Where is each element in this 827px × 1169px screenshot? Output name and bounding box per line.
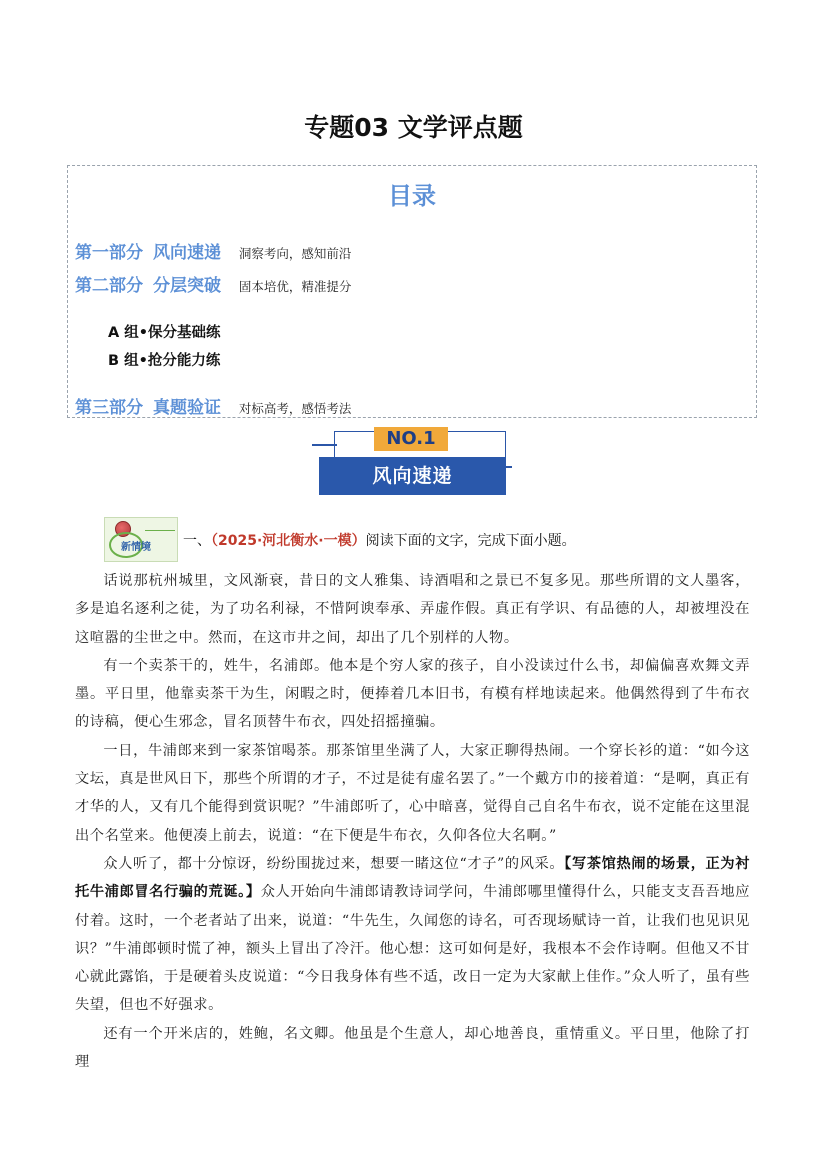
new-situation-icon xyxy=(104,517,178,562)
toc-part-label: 第二部分 xyxy=(75,276,143,296)
toc-part-3 xyxy=(75,393,351,418)
passage-paragraph: 众人听了，都十分惊讶，纷纷围拢过来，想要一睹这位“才子”的风采。【写茶馆热闹的场景，正为衬托牛浦郎冒名行骗的荒诞。】众人开始向牛浦郎请教诗词学问，牛浦郎哪里懂得什么，只能支支吾吾地应付着。这时，一个老者站了出来，说道：“牛先生，久闻您的诗名，可否现场赋诗一首，让我们也见识见识？”牛浦郎顿时慌了神，额头上冒出了冷汗。他心想：这可如何是好，我根本不会作诗啊。但他又不甘心就此露馅，于是硬着头皮说道：“今日我身体有些不适，改日一定为大家献上佳作。”众人听了，虽有些失望，但也不好强求。 xyxy=(75,855,750,1014)
section-banner xyxy=(312,427,512,499)
passage-paragraph: 话说那杭州城里，文风渐衰，昔日的文人雅集、诗酒唱和之景已不复多见。那些所谓的文人墨客，多是追名逐利之徒，为了功名利禄，不惜阿谀奉承、弄虚作假。真正有学识、有品德的人，却被埋没在这喧嚣的尘世之中。然而，在这市井之间，却出了几个别样的人物。 xyxy=(75,573,750,646)
question-number: 一、 xyxy=(183,533,211,549)
toc-part-label: 第一部分 xyxy=(75,243,143,263)
toc-part-label: 第三部分 xyxy=(75,398,143,418)
reading-passage xyxy=(75,567,750,1076)
toc-sub-item-a: A 组•保分基础练 xyxy=(108,325,221,341)
toc-part-desc: 洞察考向，感知前沿 xyxy=(238,246,352,261)
question-instruction: 阅读下面的文字，完成下面小题。 xyxy=(365,533,576,549)
document-title: 专题03 文学评点题 xyxy=(304,113,523,142)
annotation-note: 【写茶馆热闹的场景，正为衬托牛浦郎冒名行骗的荒诞。】 xyxy=(75,855,750,901)
toc-heading: 目录 xyxy=(388,182,436,210)
passage-paragraph: 还有一个开米店的，姓鲍，名文卿。他虽是个生意人，却心地善良，重情重义。平日里，他除了打理 xyxy=(75,1025,750,1071)
toc-sub-item-b: B 组•抢分能力练 xyxy=(108,353,221,369)
passage-paragraph: 有一个卖茶干的，姓牛，名浦郎。他本是个穷人家的孩子，自小没读过什么书，却偏偏喜欢舞文弄墨。平日里，他靠卖茶干为生，闲暇之时，便捧着几本旧书，有模有样地读起来。他偶然得到了牛布衣的诗稿，便心生邪念，冒名顶替牛布衣，四处招摇撞骗。 xyxy=(75,657,750,731)
toc-part-name: 风向速递 xyxy=(153,243,221,263)
banner-number: NO.1 xyxy=(374,427,448,451)
toc-part-1 xyxy=(75,238,351,263)
question-source: （2025·河北衡水·一模） xyxy=(211,533,366,549)
toc-part-2 xyxy=(75,271,351,296)
toc-part-desc: 固本培优，精准提分 xyxy=(238,279,352,294)
icon-label: 新情境 xyxy=(121,542,151,553)
toc-part-name: 真题验证 xyxy=(153,398,221,418)
toc-part-desc: 对标高考，感悟考法 xyxy=(238,401,352,416)
passage-paragraph: 一日，牛浦郎来到一家茶馆喝茶。那茶馆里坐满了人，大家正聊得热闹。一个穿长衫的道：“如今这文坛，真是世风日下，那些个所谓的才子，不过是徒有虚名罢了。”一个戴方巾的接着道：“是啊，真正有才华的人，又有几个能得到赏识呢？”牛浦郎听了，心中暗喜，觉得自己自名牛布衣，说不定能在这里混出个名堂来。他便凑上前去，说道：“在下便是牛布衣，久仰各位大名啊。” xyxy=(75,742,750,844)
question-header xyxy=(183,530,576,550)
banner-title: 风向速递 xyxy=(319,457,506,495)
toc-part-name: 分层突破 xyxy=(153,276,221,296)
table-of-contents xyxy=(67,165,757,418)
